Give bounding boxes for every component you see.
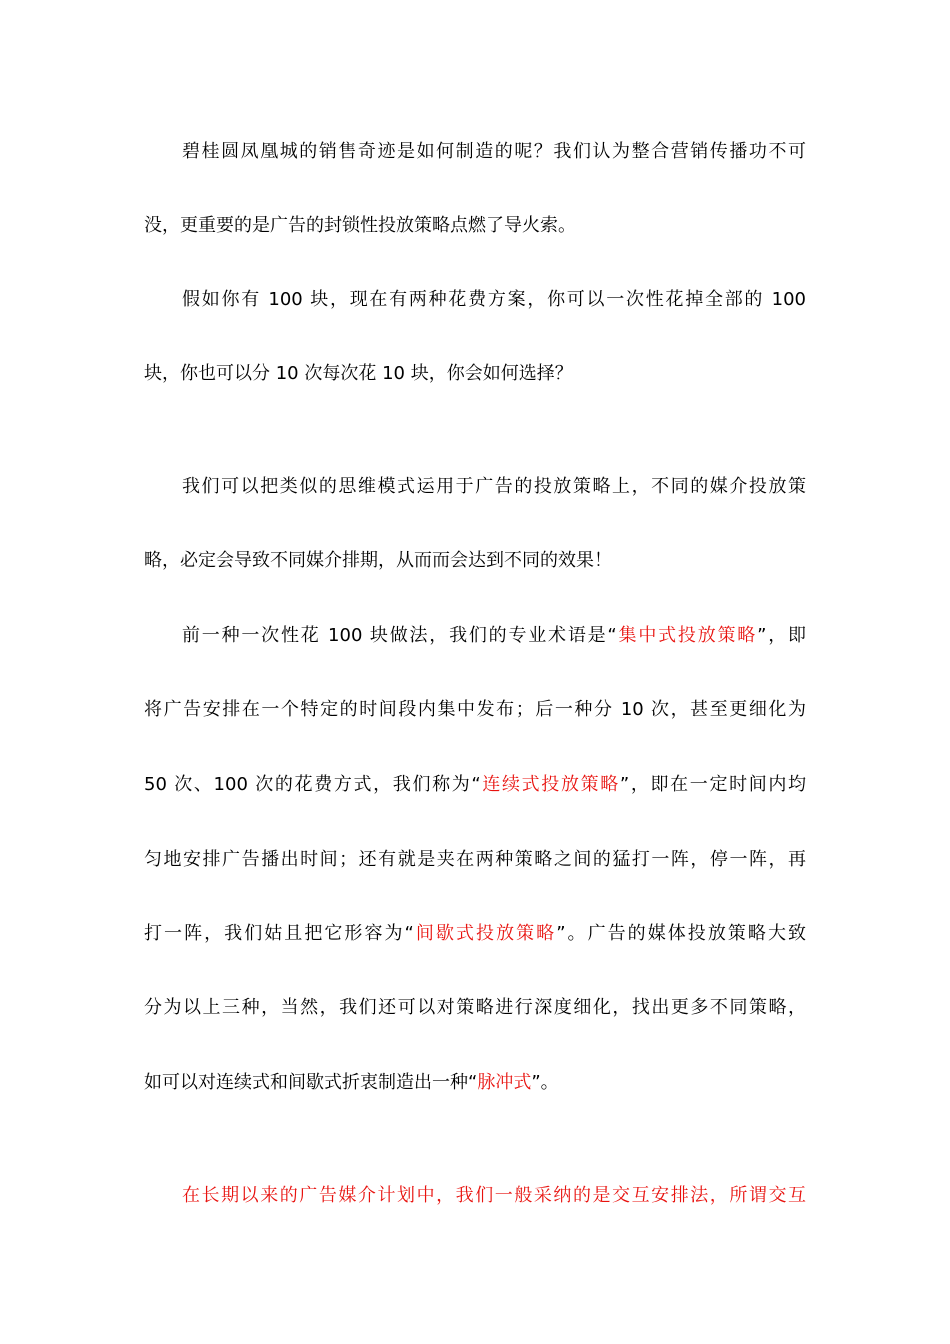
text-line: [144, 621, 806, 651]
text-line: [144, 770, 806, 800]
text-line: [144, 919, 806, 949]
text-line: 碧桂圆凤凰城的销售奇迹是如何制造的呢？我们认为整合营销传播功不可: [182, 141, 806, 162]
text-line: 块，你也可以分 10 次每次花 10 块，你会如何选择？: [144, 363, 573, 384]
highlighted-term: 脉冲式: [477, 1072, 532, 1093]
text-segment: 50 次、100 次的花费方式，我们称为“: [144, 774, 481, 795]
text-segment: ”。: [531, 1072, 559, 1093]
text-segment: ”，即: [757, 625, 807, 646]
highlighted-term: 连续式投放策略: [480, 774, 620, 795]
text-line: 我们可以把类似的思维模式运用于广告的投放策略上，不同的媒介投放策: [182, 476, 806, 497]
text-segment: 如可以对连续式和间歇式折衷制造出一种“: [144, 1072, 478, 1093]
text-segment: 前一种一次性花 100 块做法，我们的专业术语是“: [182, 625, 617, 646]
text-line: 匀地安排广告播出时间；还有就是夹在两种策略之间的猛打一阵，停一阵，再: [144, 849, 806, 870]
text-line: 假如你有 100 块，现在有两种花费方案，你可以一次性花掉全部的 100: [182, 289, 806, 310]
text-line: 略，必定会导致不同媒介排期，从而而会达到不同的效果！: [144, 550, 612, 571]
text-line: [144, 1068, 806, 1098]
text-line: 分为以上三种，当然，我们还可以对策略进行深度细化，找出更多不同策略，: [144, 997, 806, 1018]
text-line: 将广告安排在一个特定的时间段内集中发布；后一种分 10 次，甚至更细化为: [144, 699, 806, 720]
highlighted-term: 间歇式投放策略: [413, 923, 557, 944]
text-line-highlighted: 在长期以来的广告媒介计划中，我们一般采纳的是交互安排法，所谓交互: [182, 1185, 806, 1206]
text-line: 没，更重要的是广告的封锁性投放策略点燃了导火索。: [144, 215, 576, 236]
text-segment: ”。广告的媒体投放策略大致: [556, 923, 807, 944]
text-segment: 打一阵，我们姑且把它形容为“: [144, 923, 414, 944]
text-segment: ”，即在一定时间内均: [619, 774, 807, 795]
highlighted-term: 集中式投放策略: [616, 625, 758, 646]
